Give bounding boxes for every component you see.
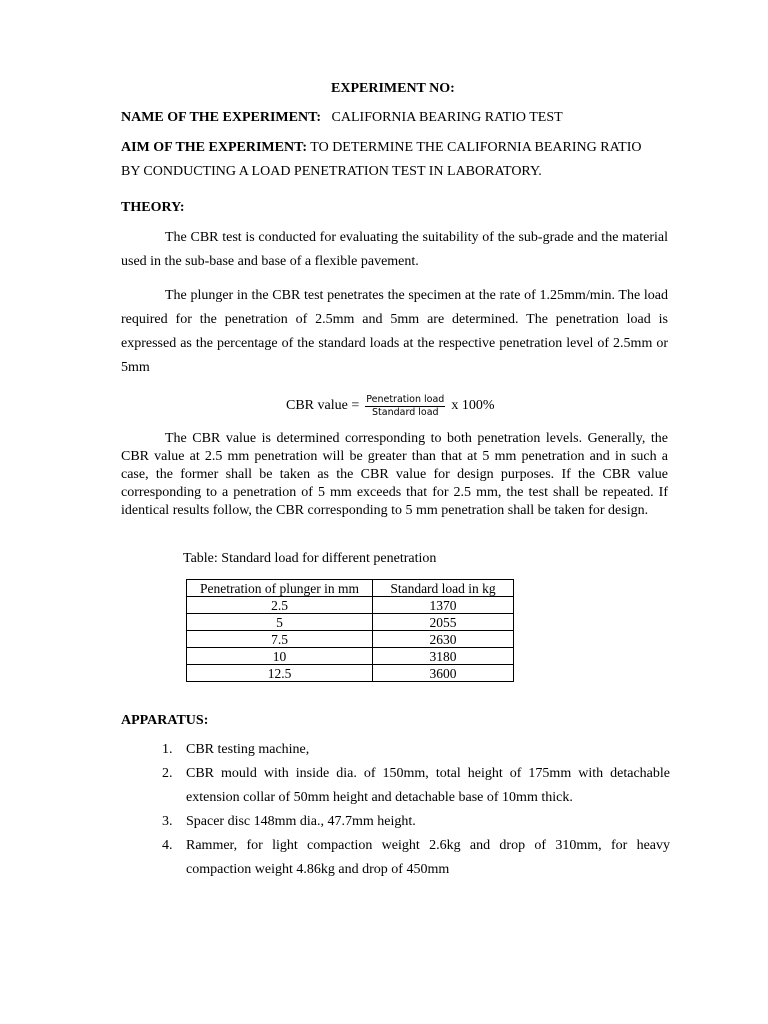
table-header-row (187, 580, 514, 597)
table-cell-penetration: 5 (187, 614, 373, 631)
table-cell-load: 2055 (373, 614, 514, 631)
experiment-no-heading: EXPERIMENT NO: (331, 81, 455, 96)
formula-numerator: Penetration load (366, 393, 445, 405)
experiment-name-line (121, 110, 563, 126)
experiment-name-label: NAME OF THE EXPERIMENT: (121, 110, 322, 125)
table-cell-load: 2630 (373, 631, 514, 648)
theory-paragraph-3: The CBR value is determined corresponding to both penetration levels. Generally, the CBR value at 2.5 mm penetration will be greater than that at 5 mm penetration and in such a case, the former shall be taken as the CBR value for design purposes. If the CBR value corresponding to a penetration of 5 mm exceeds that for 2.5 mm, the test shall be repeated. If identical results follow, the CBR corresponding to 5 mm penetration shall be taken for design. (121, 431, 668, 518)
table-caption: Table: Standard load for different penetration (183, 551, 437, 566)
table-cell-load: 3600 (373, 665, 514, 682)
apparatus-heading: APPARATUS: (121, 713, 209, 728)
list-item-text: CBR mould with inside dia. of 150mm, total height of 175mm with detachable extension collar of 50mm height and detachable base of 10mm thick. (186, 766, 670, 805)
apparatus-list (150, 738, 670, 882)
list-item (150, 762, 670, 810)
table-cell-load: 3180 (373, 648, 514, 665)
list-item (150, 834, 670, 882)
formula-fraction (365, 394, 445, 419)
list-item (150, 810, 670, 834)
theory-paragraph-1: The CBR test is conducted for evaluating the suitability of the sub-grade and the material used in the sub-base and base of a flexible pavement. (121, 230, 668, 269)
table-cell-penetration: 7.5 (187, 631, 373, 648)
list-item-number: 1. (162, 742, 173, 757)
aim-line-2: BY CONDUCTING A LOAD PENETRATION TEST IN LABORATORY. (121, 164, 542, 179)
theory-paragraph-2: The plunger in the CBR test penetrates the specimen at the rate of 1.25mm/min. The load required for the penetration of 2.5mm and 5mm are determined. The penetration load is expressed as the percentage of the standard loads at the respective penetration level of 2.5mm or 5mm (121, 288, 668, 375)
table-row (187, 631, 514, 648)
aim-label: AIM OF THE EXPERIMENT: (121, 140, 308, 155)
table-header-penetration: Penetration of plunger in mm (187, 580, 373, 597)
list-item-text: Spacer disc 148mm dia., 47.7mm height. (186, 814, 416, 829)
table-row (187, 665, 514, 682)
table-header-load: Standard load in kg (373, 580, 514, 597)
table-cell-penetration: 2.5 (187, 597, 373, 614)
cbr-formula (286, 392, 494, 420)
table-cell-penetration: 12.5 (187, 665, 373, 682)
table-row (187, 597, 514, 614)
list-item (150, 738, 670, 762)
formula-denominator: Standard load (372, 406, 439, 418)
list-item-number: 2. (162, 766, 173, 781)
formula-rhs: x 100% (451, 398, 495, 413)
table-row (187, 648, 514, 665)
list-item-number: 4. (162, 838, 173, 853)
standard-load-table (186, 579, 514, 682)
formula-lhs: CBR value = (286, 398, 360, 413)
table-row (187, 614, 514, 631)
theory-heading: THEORY: (121, 200, 185, 215)
table-cell-penetration: 10 (187, 648, 373, 665)
table-cell-load: 1370 (373, 597, 514, 614)
list-item-text: Rammer, for light compaction weight 2.6kg and drop of 310mm, for heavy compaction weight 4.86kg and drop of 450mm (186, 838, 670, 877)
list-item-number: 3. (162, 814, 173, 829)
experiment-name-value: CALIFORNIA BEARING RATIO TEST (331, 110, 563, 125)
list-item-text: CBR testing machine, (186, 742, 310, 757)
aim-line-1 (121, 140, 641, 156)
aim-text-1: TO DETERMINE THE CALIFORNIA BEARING RATIO (310, 140, 642, 155)
